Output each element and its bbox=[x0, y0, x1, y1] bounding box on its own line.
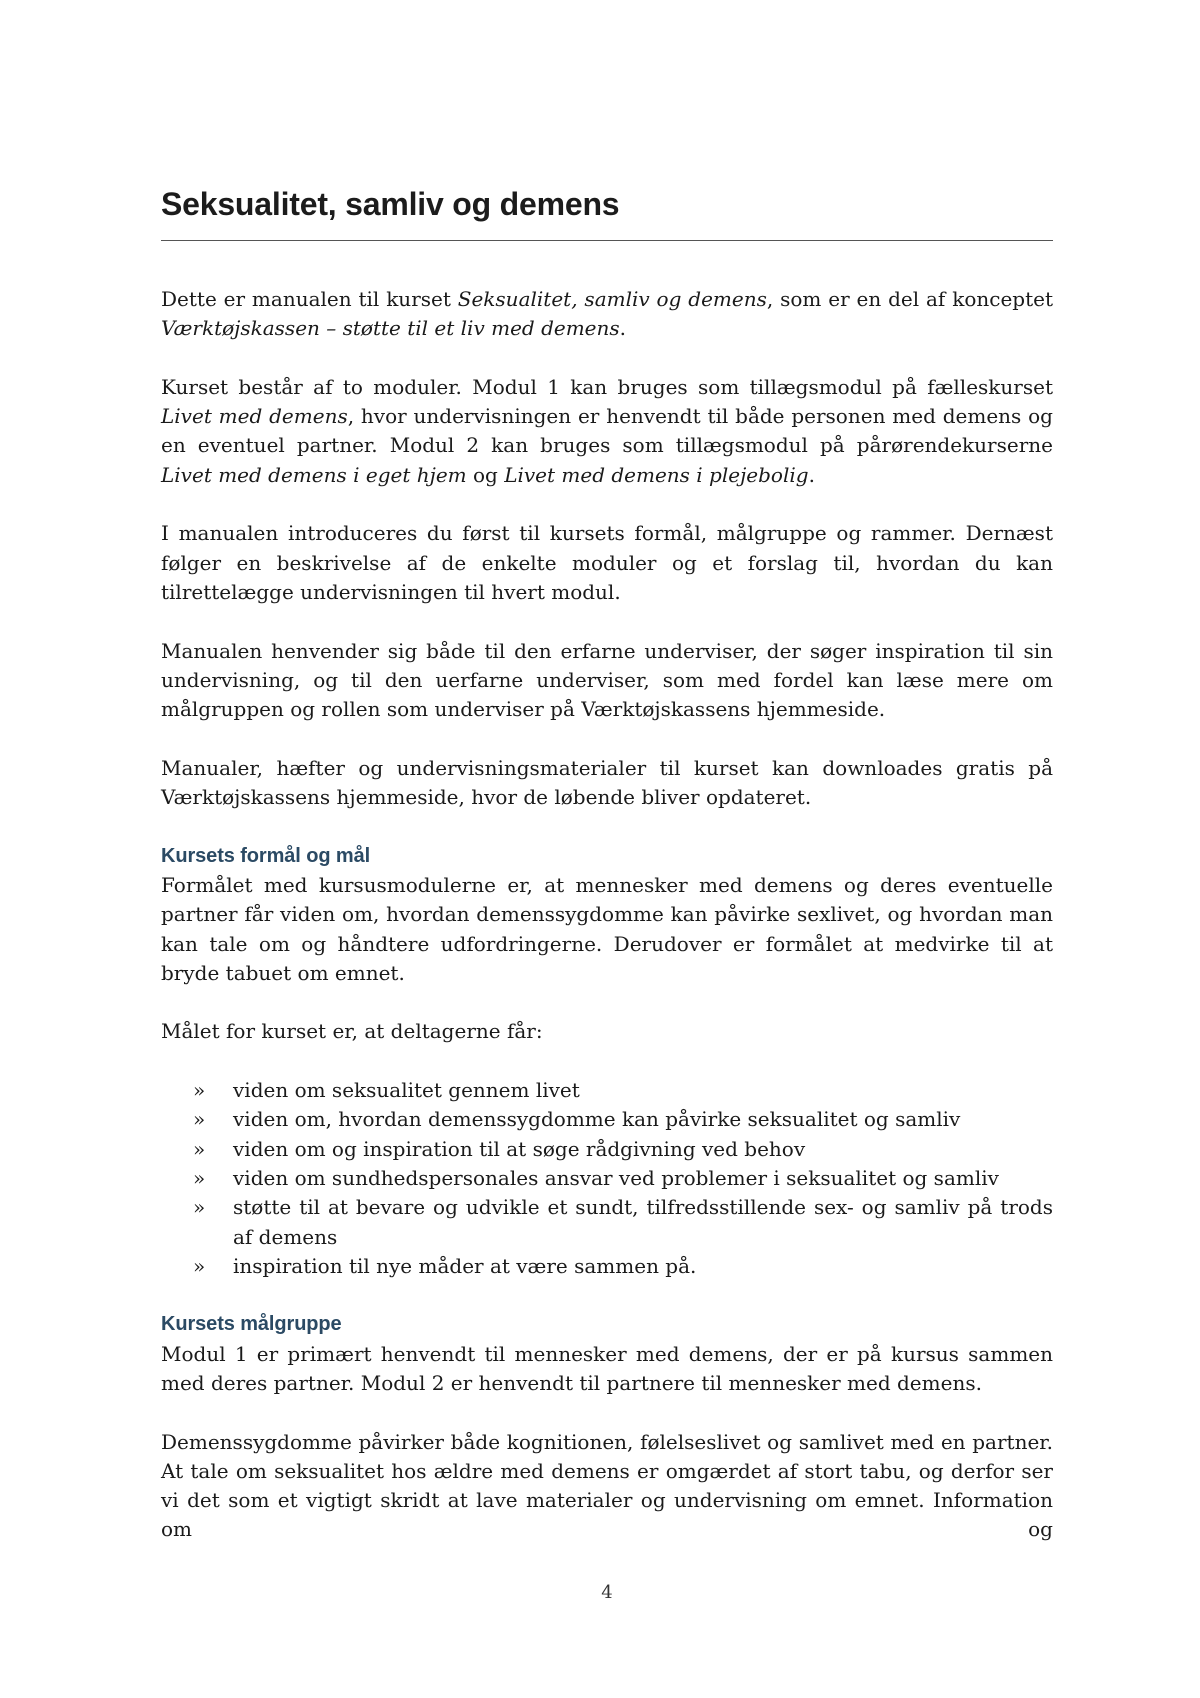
italic-title: Seksualitet, samliv og demens bbox=[457, 287, 767, 311]
text-run: Kurset består af to moduler. Modul 1 kan bruges som tillægsmodul på fælleskurset bbox=[161, 374, 1053, 399]
bullet-icon: » bbox=[193, 1107, 206, 1132]
bullet-icon: » bbox=[193, 1078, 206, 1103]
italic-title: Værktøjskassen – støtte til et liv med demens bbox=[161, 316, 620, 341]
intro-paragraph bbox=[161, 754, 1053, 813]
list-item bbox=[161, 1105, 1053, 1134]
main-content bbox=[161, 285, 1053, 1545]
bullet-icon: » bbox=[193, 1195, 206, 1220]
section-heading-maalgruppe: Kursets målgruppe bbox=[161, 1313, 342, 1336]
list-item bbox=[161, 1164, 1053, 1193]
goal-list bbox=[161, 1076, 1053, 1281]
text-run: og bbox=[466, 462, 505, 487]
list-item bbox=[161, 1076, 1053, 1105]
section-maalgruppe-body-2: Demenssygdomme påvirker både kognitionen, følelseslivet og samlivet med en partner. At tale om seksualitet hos ældre med demens er omgærdet af stort tabu, og derfor ser vi det som et vigtigt skridt at lave materialer og undervisning om emnet. Information om og bbox=[161, 1429, 1053, 1542]
list-item bbox=[161, 1252, 1053, 1281]
italic-title: Livet med demens bbox=[161, 404, 348, 429]
page-title: Seksualitet, samliv og demens bbox=[161, 186, 620, 222]
page-number: 4 bbox=[601, 1582, 613, 1603]
intro-paragraph bbox=[161, 373, 1053, 490]
bullet-icon: » bbox=[193, 1165, 206, 1190]
section-formaal-body: Formålet med kursusmodulerne er, at mennesker med demens og deres eventuelle partner får viden om, hvordan demenssygdomme kan påvirke sexlivet, og hvordan man kan tale om og håndtere udfordringerne. Derudover er formålet at medvirke til at bryde tabuet om emnet. bbox=[161, 872, 1053, 985]
italic-title: Livet med demens i plejebolig bbox=[504, 462, 809, 487]
text-run: . bbox=[808, 462, 815, 487]
text-run: Dette er manualen til kurset bbox=[161, 287, 458, 311]
intro-paragraph bbox=[161, 637, 1053, 725]
text-run: Manualen henvender sig både til den erfarne underviser, der søger inspiration til sin undervisning, og til den uerfarne underviser, som med fordel kan læse mere om målgruppen og rollen som underviser på Værktøjskassens hjemmeside. bbox=[161, 638, 1053, 722]
intro-paragraph bbox=[161, 519, 1053, 607]
list-item-text: inspiration til nye måder at være sammen på. bbox=[233, 1253, 697, 1278]
intro-paragraphs bbox=[161, 285, 1053, 812]
goals-intro: Målet for kurset er, at deltagerne får: bbox=[161, 1019, 543, 1044]
text-run: , som er en del af konceptet bbox=[766, 287, 1053, 311]
section-maalgruppe-body-1: Modul 1 er primært henvendt til mennesker med demens, der er på kursus sammen med deres partner. Modul 2 er henvendt til partnere til mennesker med demens. bbox=[161, 1341, 1053, 1395]
italic-title: Livet med demens i eget hjem bbox=[161, 462, 467, 487]
intro-paragraph bbox=[161, 285, 1053, 344]
list-item bbox=[161, 1193, 1053, 1252]
title-divider bbox=[161, 240, 1053, 241]
list-item-text: viden om og inspiration til at søge rådgivning ved behov bbox=[233, 1136, 806, 1161]
text-run: I manualen introduceres du først til kursets formål, målgruppe og rammer. Dernæst følger en beskrivelse af de enkelte moduler og et forslag til, hvordan du kan tilrettelægge undervisningen til hvert modul. bbox=[161, 521, 1053, 604]
text-run: Manualer, hæfter og undervisningsmaterialer til kurset kan downloades gratis på Værktøjskassens hjemmeside, hvor de løbende bliver opdateret. bbox=[161, 755, 1053, 810]
text-run: , hvor undervisningen er henvendt til både personen med demens og en eventuel partner. Modul 2 kan bruges som tillægsmodul på pårørendekurserne bbox=[161, 404, 1053, 458]
bullet-icon: » bbox=[193, 1253, 206, 1278]
text-run: . bbox=[619, 316, 627, 341]
list-item-text: viden om seksualitet gennem livet bbox=[233, 1078, 580, 1103]
bullet-icon: » bbox=[193, 1136, 206, 1161]
list-item bbox=[161, 1135, 1053, 1164]
list-item-text: viden om sundhedspersonales ansvar ved problemer i seksualitet og samliv bbox=[233, 1165, 999, 1190]
list-item-text: støtte til at bevare og udvikle et sundt, tilfredsstillende sex- og samliv på trods af demens bbox=[233, 1195, 1053, 1249]
section-heading-formaal: Kursets formål og mål bbox=[161, 844, 371, 867]
list-item-text: viden om, hvordan demenssygdomme kan påvirke seksualitet og samliv bbox=[233, 1107, 961, 1132]
